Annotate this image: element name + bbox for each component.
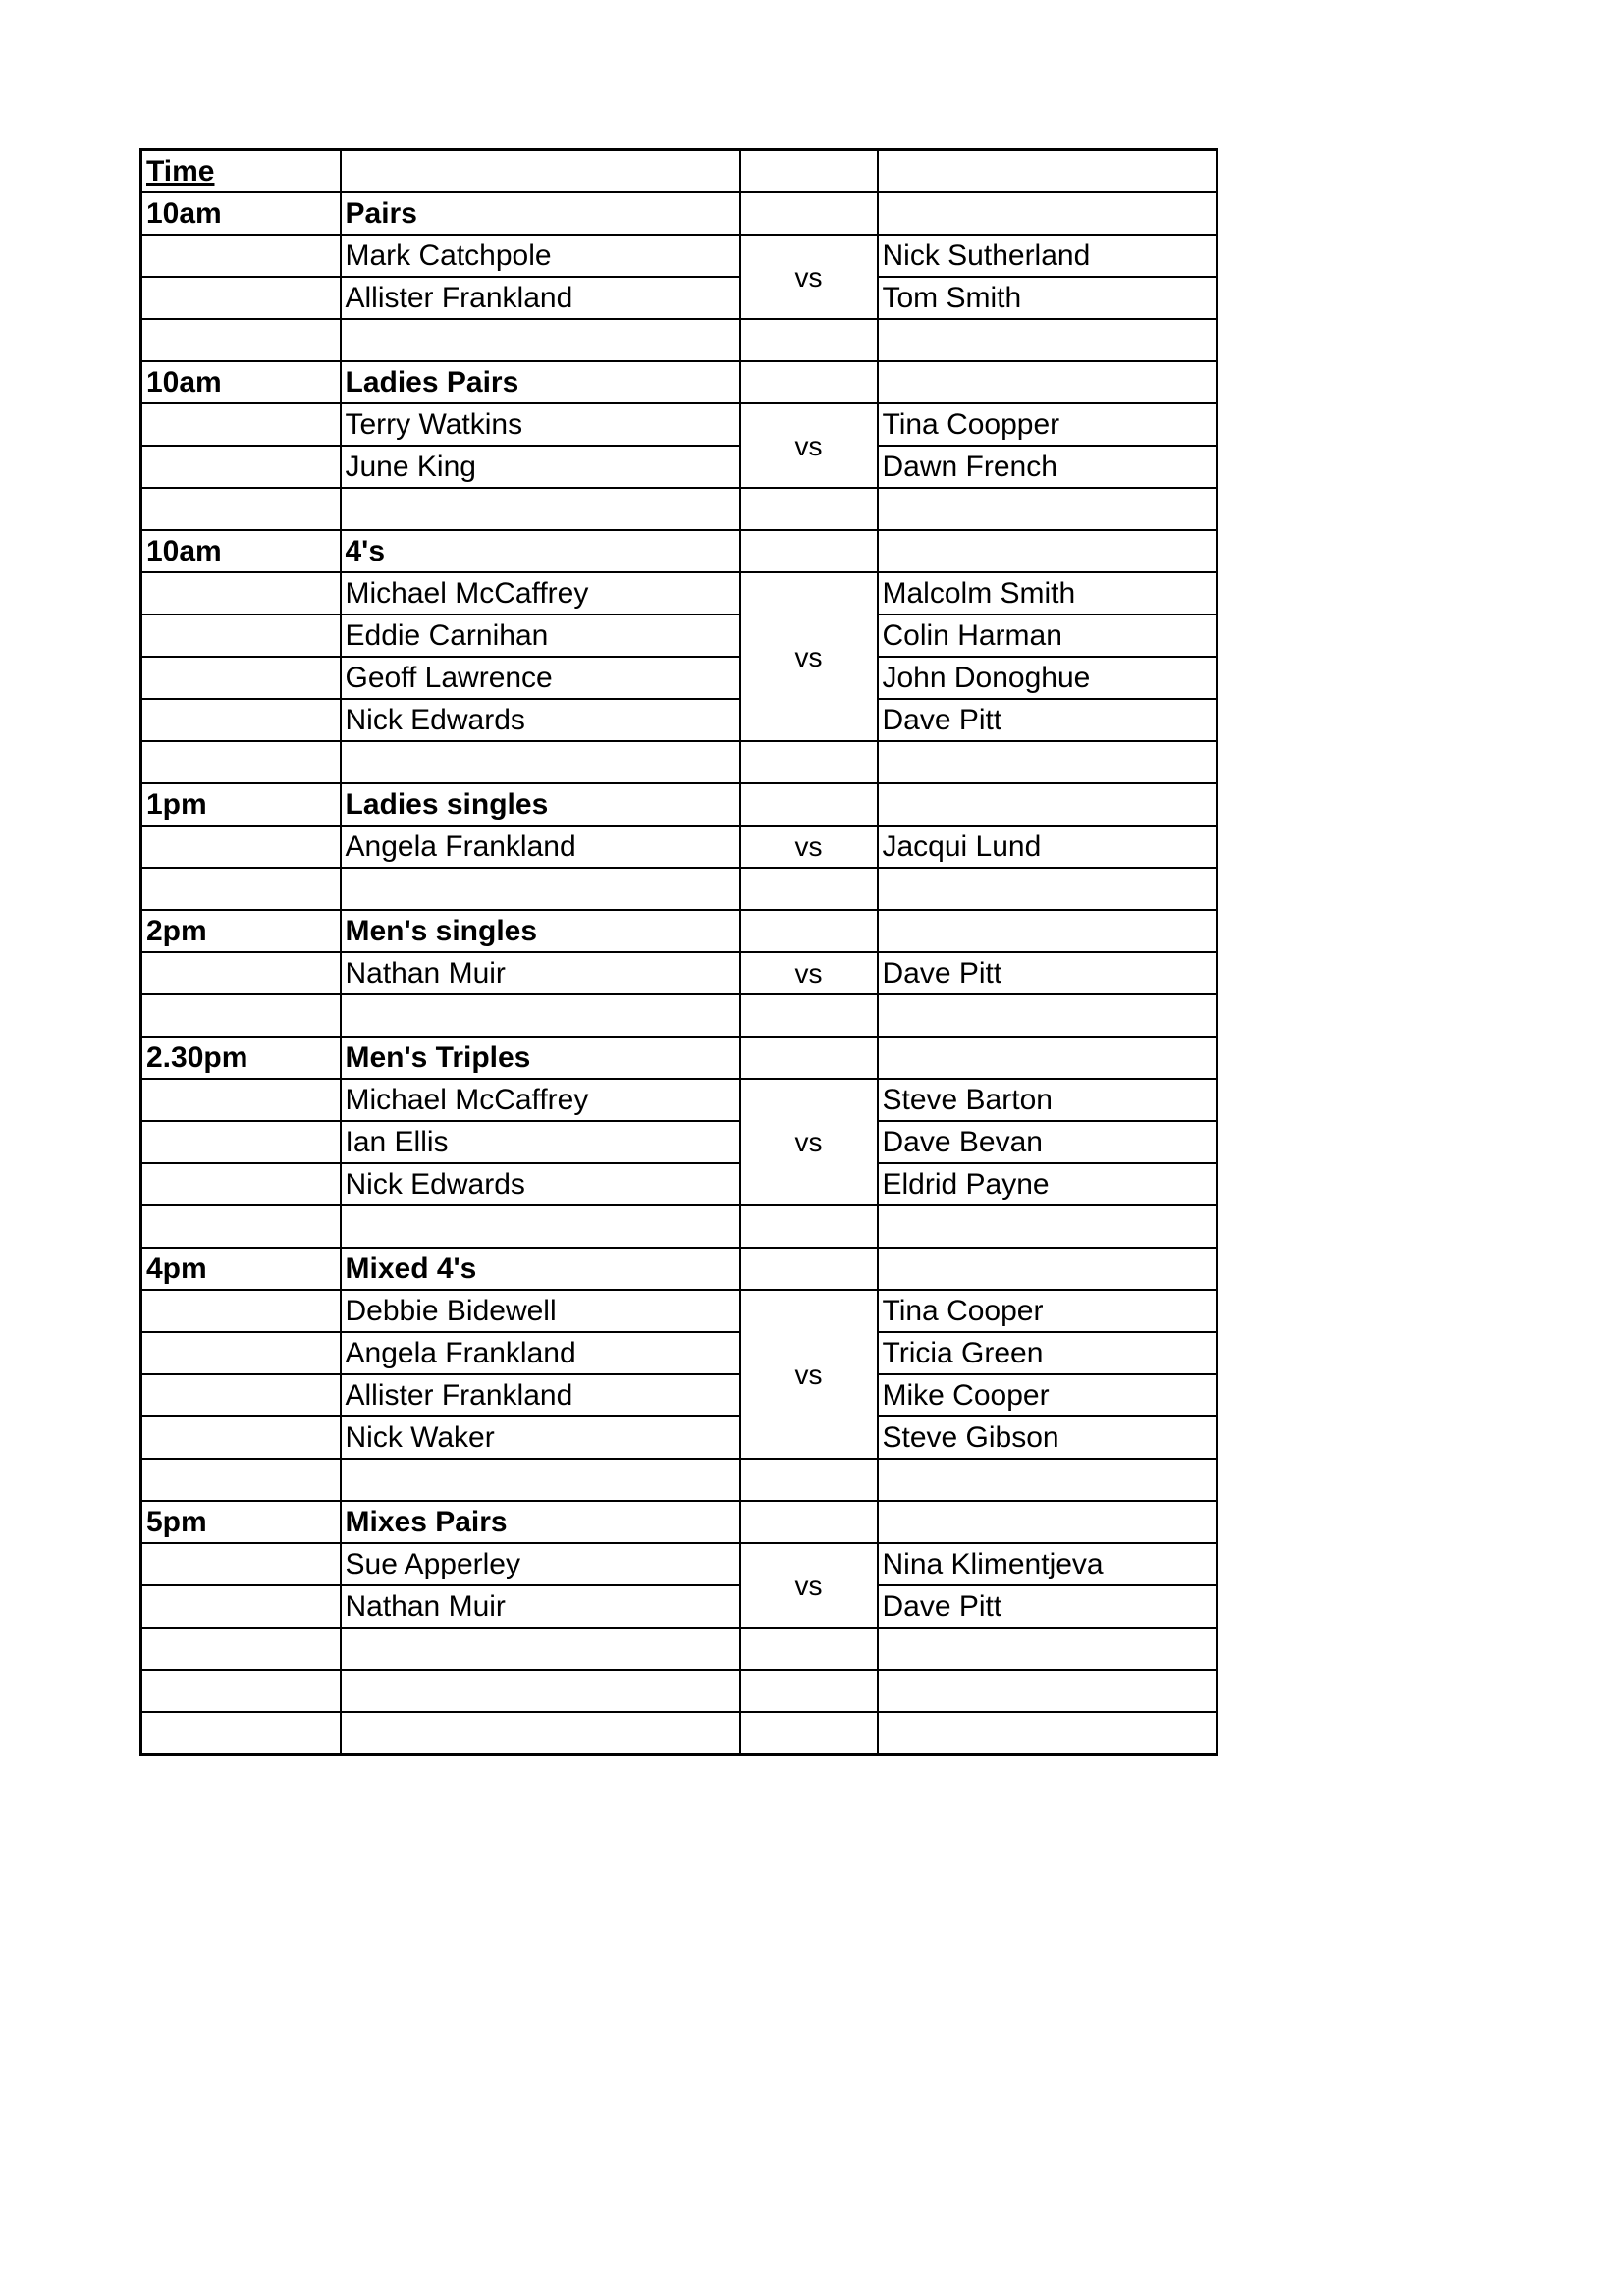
home-player: Angela Frankland [341, 826, 740, 868]
away-player: Tom Smith [878, 277, 1218, 319]
header-row [141, 150, 1218, 193]
empty-cell [878, 1037, 1218, 1079]
empty-cell [141, 1416, 341, 1459]
empty-cell [878, 1459, 1218, 1501]
section-time: 5pm [141, 1501, 341, 1543]
section-title: 4's [341, 530, 740, 572]
spacer-row [141, 994, 1218, 1037]
player-row [141, 446, 1218, 488]
empty-cell [740, 150, 878, 193]
empty-cell [740, 1628, 878, 1670]
empty-cell [141, 1290, 341, 1332]
spacer-row [141, 319, 1218, 361]
home-player: Michael McCaffrey [341, 1079, 740, 1121]
empty-cell [141, 741, 341, 783]
empty-cell [341, 1670, 740, 1712]
player-row [141, 699, 1218, 741]
empty-cell [740, 1501, 878, 1543]
empty-cell [878, 150, 1218, 193]
empty-cell [141, 826, 341, 868]
player-row [141, 1121, 1218, 1163]
empty-cell [878, 1712, 1218, 1755]
home-player: Angela Frankland [341, 1332, 740, 1374]
empty-cell [141, 868, 341, 910]
section-title: Ladies Pairs [341, 361, 740, 403]
fixtures-table-body [141, 150, 1218, 1755]
player-row [141, 1332, 1218, 1374]
away-player: Jacqui Lund [878, 826, 1218, 868]
empty-cell [740, 488, 878, 530]
empty-cell [141, 446, 341, 488]
player-row [141, 1079, 1218, 1121]
player-row [141, 1416, 1218, 1459]
away-player: Tina Coopper [878, 403, 1218, 446]
home-player: Allister Frankland [341, 1374, 740, 1416]
empty-cell [878, 783, 1218, 826]
empty-cell [740, 192, 878, 235]
player-row [141, 235, 1218, 277]
empty-cell [878, 1670, 1218, 1712]
empty-cell [341, 994, 740, 1037]
empty-cell [341, 1459, 740, 1501]
empty-cell [878, 488, 1218, 530]
away-player: Dawn French [878, 446, 1218, 488]
vs-label: vs [740, 952, 878, 994]
section-header-row [141, 783, 1218, 826]
empty-cell [341, 868, 740, 910]
empty-cell [141, 614, 341, 657]
player-row [141, 1543, 1218, 1585]
empty-cell [740, 1712, 878, 1755]
away-player: Malcolm Smith [878, 572, 1218, 614]
empty-cell [878, 868, 1218, 910]
home-player: Ian Ellis [341, 1121, 740, 1163]
empty-cell [740, 1037, 878, 1079]
vs-label: vs [740, 235, 878, 319]
section-title: Ladies singles [341, 783, 740, 826]
vs-label: vs [740, 1543, 878, 1628]
empty-cell [878, 741, 1218, 783]
away-player: Dave Bevan [878, 1121, 1218, 1163]
home-player: Debbie Bidewell [341, 1290, 740, 1332]
empty-cell [141, 235, 341, 277]
empty-cell [740, 319, 878, 361]
player-row [141, 277, 1218, 319]
away-player: Nina Klimentjeva [878, 1543, 1218, 1585]
away-player: Steve Gibson [878, 1416, 1218, 1459]
section-time: 10am [141, 361, 341, 403]
empty-cell [341, 150, 740, 193]
section-time: 2.30pm [141, 1037, 341, 1079]
empty-cell [141, 1459, 341, 1501]
empty-cell [141, 488, 341, 530]
fixtures-table [139, 148, 1218, 1756]
section-header-row [141, 192, 1218, 235]
empty-cell [878, 530, 1218, 572]
empty-cell [878, 910, 1218, 952]
player-row [141, 826, 1218, 868]
empty-cell [141, 1543, 341, 1585]
player-row [141, 1585, 1218, 1628]
empty-cell [341, 1628, 740, 1670]
player-row [141, 952, 1218, 994]
away-player: Nick Sutherland [878, 235, 1218, 277]
vs-label: vs [740, 403, 878, 488]
away-player: Dave Pitt [878, 952, 1218, 994]
away-player: Colin Harman [878, 614, 1218, 657]
away-player: Mike Cooper [878, 1374, 1218, 1416]
spacer-row [141, 741, 1218, 783]
home-player: Sue Apperley [341, 1543, 740, 1585]
empty-cell [141, 657, 341, 699]
empty-cell [141, 1712, 341, 1755]
section-header-row [141, 1501, 1218, 1543]
empty-cell [878, 1205, 1218, 1248]
empty-cell [878, 1628, 1218, 1670]
home-player: Mark Catchpole [341, 235, 740, 277]
section-title: Mixes Pairs [341, 1501, 740, 1543]
section-header-row [141, 530, 1218, 572]
home-player: Geoff Lawrence [341, 657, 740, 699]
away-player: Tina Cooper [878, 1290, 1218, 1332]
section-time: 4pm [141, 1248, 341, 1290]
player-row [141, 1163, 1218, 1205]
home-player: Eddie Carnihan [341, 614, 740, 657]
empty-cell [878, 1248, 1218, 1290]
empty-cell [740, 910, 878, 952]
home-player: Nathan Muir [341, 1585, 740, 1628]
empty-cell [878, 1501, 1218, 1543]
away-player: Dave Pitt [878, 1585, 1218, 1628]
empty-cell [341, 319, 740, 361]
empty-cell [141, 403, 341, 446]
spacer-row [141, 1670, 1218, 1712]
section-header-row [141, 1037, 1218, 1079]
empty-cell [740, 530, 878, 572]
empty-cell [740, 783, 878, 826]
section-time: 1pm [141, 783, 341, 826]
empty-cell [141, 319, 341, 361]
home-player: Nick Edwards [341, 699, 740, 741]
empty-cell [141, 1163, 341, 1205]
away-player: John Donoghue [878, 657, 1218, 699]
empty-cell [878, 361, 1218, 403]
away-player: Tricia Green [878, 1332, 1218, 1374]
spacer-row [141, 1205, 1218, 1248]
spacer-row [141, 488, 1218, 530]
player-row [141, 657, 1218, 699]
empty-cell [141, 1205, 341, 1248]
player-row [141, 572, 1218, 614]
section-title: Mixed 4's [341, 1248, 740, 1290]
empty-cell [141, 1628, 341, 1670]
empty-cell [141, 1670, 341, 1712]
empty-cell [341, 1712, 740, 1755]
empty-cell [740, 361, 878, 403]
empty-cell [341, 1205, 740, 1248]
away-player: Dave Pitt [878, 699, 1218, 741]
section-time: 2pm [141, 910, 341, 952]
home-player: Nick Waker [341, 1416, 740, 1459]
empty-cell [141, 994, 341, 1037]
empty-cell [141, 572, 341, 614]
home-player: Allister Frankland [341, 277, 740, 319]
section-title: Pairs [341, 192, 740, 235]
empty-cell [740, 741, 878, 783]
time-header: Time [141, 150, 341, 193]
player-row [141, 1374, 1218, 1416]
spacer-row [141, 1712, 1218, 1755]
empty-cell [878, 319, 1218, 361]
empty-cell [740, 1459, 878, 1501]
empty-cell [141, 699, 341, 741]
empty-cell [141, 277, 341, 319]
section-title: Men's singles [341, 910, 740, 952]
section-title: Men's Triples [341, 1037, 740, 1079]
section-header-row [141, 1248, 1218, 1290]
vs-label: vs [740, 1079, 878, 1205]
away-player: Eldrid Payne [878, 1163, 1218, 1205]
spacer-row [141, 1459, 1218, 1501]
player-row [141, 403, 1218, 446]
spacer-row [141, 1628, 1218, 1670]
empty-cell [141, 1332, 341, 1374]
empty-cell [141, 1585, 341, 1628]
empty-cell [141, 952, 341, 994]
vs-label: vs [740, 572, 878, 741]
section-time: 10am [141, 530, 341, 572]
player-row [141, 614, 1218, 657]
empty-cell [141, 1079, 341, 1121]
empty-cell [740, 1248, 878, 1290]
spacer-row [141, 868, 1218, 910]
empty-cell [878, 192, 1218, 235]
section-header-row [141, 910, 1218, 952]
player-row [141, 1290, 1218, 1332]
section-time: 10am [141, 192, 341, 235]
empty-cell [878, 994, 1218, 1037]
empty-cell [341, 488, 740, 530]
empty-cell [141, 1374, 341, 1416]
section-header-row [141, 361, 1218, 403]
home-player: Nick Edwards [341, 1163, 740, 1205]
empty-cell [740, 994, 878, 1037]
empty-cell [740, 1670, 878, 1712]
vs-label: vs [740, 826, 878, 868]
home-player: Michael McCaffrey [341, 572, 740, 614]
empty-cell [740, 1205, 878, 1248]
vs-label: vs [740, 1290, 878, 1459]
home-player: Nathan Muir [341, 952, 740, 994]
away-player: Steve Barton [878, 1079, 1218, 1121]
home-player: June King [341, 446, 740, 488]
empty-cell [341, 741, 740, 783]
empty-cell [141, 1121, 341, 1163]
home-player: Terry Watkins [341, 403, 740, 446]
empty-cell [740, 868, 878, 910]
